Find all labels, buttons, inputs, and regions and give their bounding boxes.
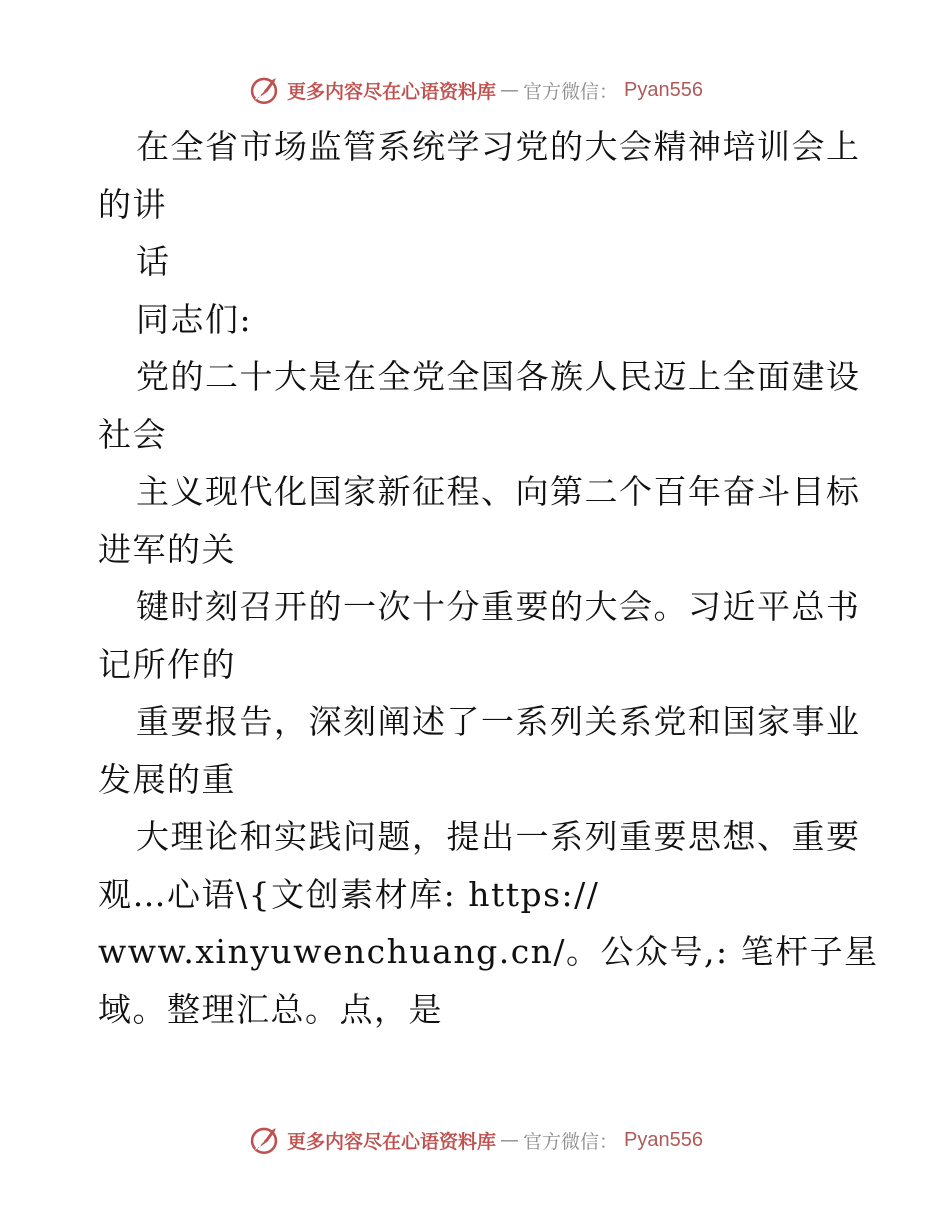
doc-line-13: 大理论和实践问题，提出一系列重要思想、重要 [136, 817, 861, 856]
doc-line-8: 进军的关 [98, 529, 236, 569]
doc-line-12: 发展的重 [98, 759, 236, 799]
doc-line-9: 键时刻召开的一次十分重要的大会。习近平总书 [136, 587, 861, 626]
doc-line-11: 重要报告，深刻阐述了一系列关系党和国家事业 [136, 702, 861, 741]
quill-pen-logo-icon [247, 73, 281, 107]
doc-line-5: 党的二十大是在全党全国各族人民迈上全面建设 [136, 357, 861, 396]
doc-line-16: 域。整理汇总。点，是 [98, 989, 443, 1029]
header-wechat-label: 官方微信： [523, 80, 619, 103]
doc-line-3: 话 [136, 242, 171, 281]
quill-pen-logo-icon [247, 1123, 281, 1157]
doc-line-7: 主义现代化国家新征程、向第二个百年奋斗目标 [136, 472, 861, 511]
doc-line-4: 同志们: [136, 299, 253, 339]
footer-dash: — [500, 1129, 520, 1151]
header-brand-text: 更多内容尽在心语资料库 [287, 80, 497, 103]
doc-line-14: 观…心语\{文创素材库: https:// [98, 874, 600, 914]
doc-line-1: 在全省市场监管系统学习党的大会精神培训会上 [136, 127, 861, 166]
footer-banner [0, 1120, 950, 1160]
doc-line-2: 的讲 [98, 184, 167, 224]
doc-line-6: 社会 [98, 414, 167, 454]
doc-line-15: www.xinyuwenchuang.cn/。公众号,: 笔杆子星 [98, 932, 879, 971]
header-wechat-id: Pyan556 [624, 78, 703, 101]
document-body [98, 118, 879, 1038]
footer-wechat-label: 官方微信： [523, 1130, 619, 1153]
doc-line-10: 记所作的 [98, 644, 236, 684]
header-dash: — [500, 79, 520, 101]
header-banner [0, 70, 950, 110]
footer-brand-text: 更多内容尽在心语资料库 [287, 1130, 497, 1153]
footer-wechat-id: Pyan556 [624, 1128, 703, 1151]
